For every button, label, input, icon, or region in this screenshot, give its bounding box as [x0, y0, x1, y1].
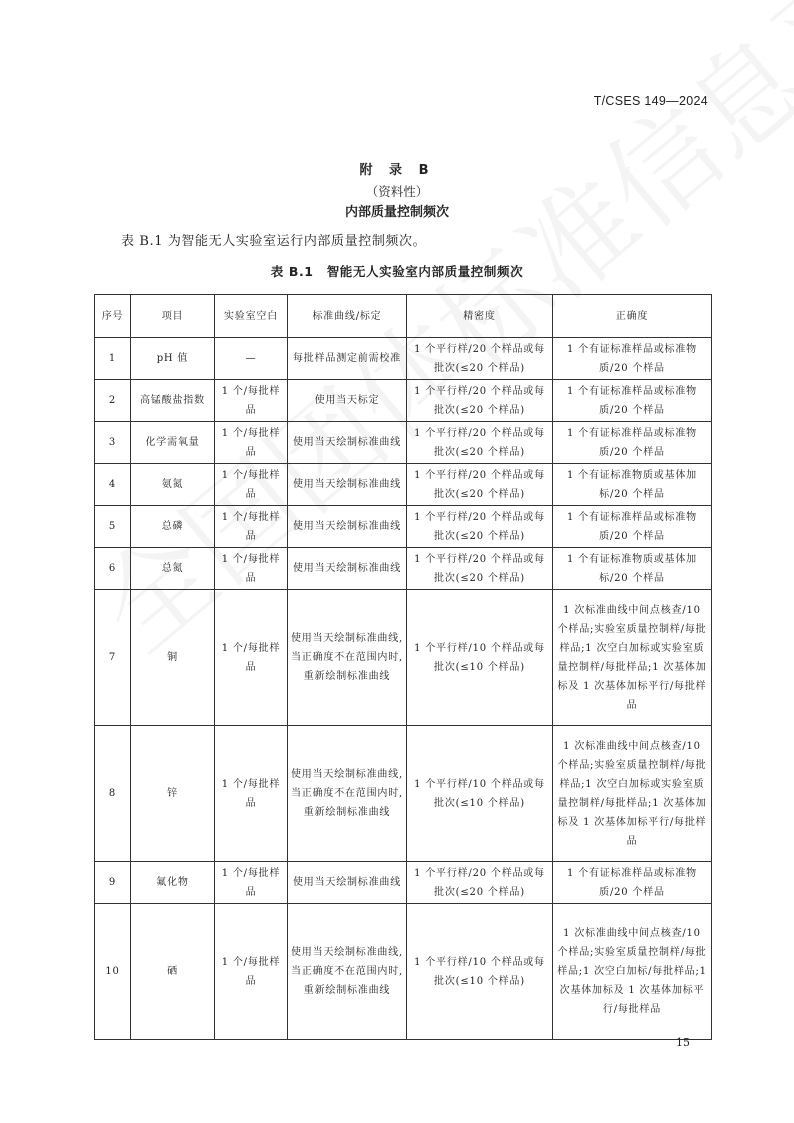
- page-number: 15: [676, 1036, 690, 1049]
- header-cell: 项目: [131, 295, 215, 338]
- qc-frequency-table: [94, 294, 712, 1040]
- row-accuracy: 1 次标准曲线中间点核查/10 个样品;实验室质量控制样/每批样品;1 次空白加标或实验室质量控制样/每批样品;1 次基体加标及 1 次基体加标平行/每批样品: [553, 726, 712, 862]
- appendix-heading: 内部质量控制频次: [344, 205, 449, 220]
- table-row: [95, 726, 712, 862]
- table-row: [95, 506, 712, 548]
- row-accuracy: 1 个有证标准物质或基体加标/20 个样品: [553, 464, 712, 506]
- row-blank: 1 个/每批样品: [215, 590, 288, 726]
- row-curve: 使用当天绘制标准曲线: [288, 548, 407, 590]
- row-curve: 使用当天绘制标准曲线: [288, 862, 407, 904]
- appendix-label: 附 录 B: [359, 163, 435, 178]
- row-curve: 每批样品测定前需校准: [288, 338, 407, 380]
- header-cell: 精密度: [407, 295, 553, 338]
- row-precision: 1 个平行样/20 个样品或每批次(≤20 个样品): [407, 422, 553, 464]
- row-curve: 使用当天绘制标准曲线: [288, 422, 407, 464]
- standard-code: T/CSES 149—2024: [593, 94, 708, 108]
- row-item: 氟化物: [131, 862, 215, 904]
- row-blank: 1 个/每批样品: [215, 548, 288, 590]
- row-precision: 1 个平行样/10 个样品或每批次(≤10 个样品): [407, 904, 553, 1040]
- row-precision: 1 个平行样/20 个样品或每批次(≤20 个样品): [407, 506, 553, 548]
- table-header-row: [95, 295, 712, 338]
- header-cell: 实验室空白: [215, 295, 288, 338]
- row-item: pH 值: [131, 338, 215, 380]
- row-accuracy: 1 次标准曲线中间点核查/10 个样品;实验室质量控制样/每批样品;1 次空白加标或实验室质量控制样/每批样品;1 次基体加标及 1 次基体加标平行/每批样品: [553, 590, 712, 726]
- row-precision: 1 个平行样/20 个样品或每批次(≤20 个样品): [407, 338, 553, 380]
- row-accuracy: 1 个有证标准样品或标准物质/20 个样品: [553, 380, 712, 422]
- table-row: [95, 464, 712, 506]
- row-number: 7: [95, 590, 131, 726]
- row-accuracy: 1 个有证标准样品或标准物质/20 个样品: [553, 422, 712, 464]
- row-item: 总磷: [131, 506, 215, 548]
- table-row: [95, 422, 712, 464]
- row-number: 5: [95, 506, 131, 548]
- table-row: [95, 904, 712, 1040]
- row-blank: 1 个/每批样品: [215, 726, 288, 862]
- table-caption: 表 B.1 智能无人实验室内部质量控制频次: [270, 264, 524, 279]
- table-row: [95, 548, 712, 590]
- row-blank: 1 个/每批样品: [215, 506, 288, 548]
- row-item: 铜: [131, 590, 215, 726]
- row-accuracy: 1 次标准曲线中间点核查/10 个样品;实验室质量控制样/每批样品;1 次空白加标/每批样品;1 次基体加标及 1 次基体加标平行/每批样品: [553, 904, 712, 1040]
- row-accuracy: 1 个有证标准物质或基体加标/20 个样品: [553, 548, 712, 590]
- row-curve: 使用当天绘制标准曲线,当正确度不在范围内时,重新绘制标准曲线: [288, 590, 407, 726]
- row-number: 10: [95, 904, 131, 1040]
- row-item: 高锰酸盐指数: [131, 380, 215, 422]
- row-blank: 1 个/每批样品: [215, 464, 288, 506]
- row-precision: 1 个平行样/10 个样品或每批次(≤10 个样品): [407, 590, 553, 726]
- row-item: 总氮: [131, 548, 215, 590]
- header-cell: 正确度: [553, 295, 712, 338]
- row-accuracy: 1 个有证标准样品或标准物质/20 个样品: [553, 338, 712, 380]
- appendix-title-block: [0, 160, 794, 223]
- intro-paragraph: 表 B.1 为智能无人实验室运行内部质量控制频次。: [121, 234, 427, 249]
- row-curve: 使用当天标定: [288, 380, 407, 422]
- row-number: 2: [95, 380, 131, 422]
- row-precision: 1 个平行样/20 个样品或每批次(≤20 个样品): [407, 464, 553, 506]
- row-blank: 1 个/每批样品: [215, 904, 288, 1040]
- row-number: 4: [95, 464, 131, 506]
- row-blank: —: [215, 338, 288, 380]
- row-blank: 1 个/每批样品: [215, 422, 288, 464]
- row-curve: 使用当天绘制标准曲线,当正确度不在范围内时,重新绘制标准曲线: [288, 904, 407, 1040]
- appendix-nature: （资料性）: [365, 184, 429, 199]
- row-precision: 1 个平行样/10 个样品或每批次(≤10 个样品): [407, 726, 553, 862]
- header-cell: 序号: [95, 295, 131, 338]
- table-row: [95, 338, 712, 380]
- header-cell: 标准曲线/标定: [288, 295, 407, 338]
- table-row: [95, 862, 712, 904]
- row-number: 1: [95, 338, 131, 380]
- row-curve: 使用当天绘制标准曲线,当正确度不在范围内时,重新绘制标准曲线: [288, 726, 407, 862]
- row-curve: 使用当天绘制标准曲线: [288, 464, 407, 506]
- row-blank: 1 个/每批样品: [215, 862, 288, 904]
- row-precision: 1 个平行样/20 个样品或每批次(≤20 个样品): [407, 380, 553, 422]
- row-blank: 1 个/每批样品: [215, 380, 288, 422]
- row-number: 6: [95, 548, 131, 590]
- row-item: 化学需氧量: [131, 422, 215, 464]
- row-precision: 1 个平行样/20 个样品或每批次(≤20 个样品): [407, 862, 553, 904]
- row-number: 3: [95, 422, 131, 464]
- row-accuracy: 1 个有证标准样品或标准物质/20 个样品: [553, 862, 712, 904]
- row-accuracy: 1 个有证标准样品或标准物质/20 个样品: [553, 506, 712, 548]
- row-item: 氨氮: [131, 464, 215, 506]
- row-precision: 1 个平行样/20 个样品或每批次(≤20 个样品): [407, 548, 553, 590]
- table-body: [95, 338, 712, 1040]
- row-item: 锌: [131, 726, 215, 862]
- row-curve: 使用当天绘制标准曲线: [288, 506, 407, 548]
- row-number: 9: [95, 862, 131, 904]
- table-row: [95, 590, 712, 726]
- row-item: 硒: [131, 904, 215, 1040]
- row-number: 8: [95, 726, 131, 862]
- table-row: [95, 380, 712, 422]
